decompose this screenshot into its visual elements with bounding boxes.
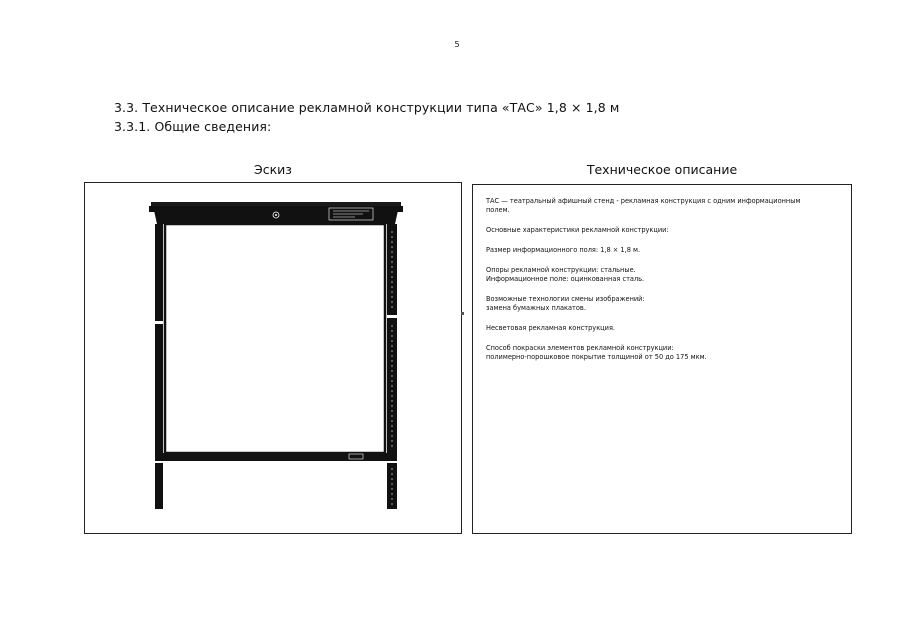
sketch-column-title: Эскиз [254, 162, 292, 177]
description-text [486, 197, 841, 373]
field-material-line: Информационное поле: оцинкованная сталь. [486, 275, 645, 283]
cornice-emblem-center [275, 214, 277, 216]
supports-line: Опоры рекламной конструкции: стальные. [486, 266, 636, 274]
technology-line-1: Возможные технологии смены изображений: [486, 295, 645, 303]
description-materials [486, 266, 841, 284]
description-frame [472, 184, 852, 534]
paint-line-1: Способ покраски элементов рекламной конструкции: [486, 344, 674, 352]
subsection-heading: 3.3.1. Общие сведения: [114, 119, 272, 134]
billboard-sketch [85, 183, 461, 533]
description-intro [486, 197, 841, 215]
right-post [387, 224, 397, 509]
description-size [486, 246, 841, 255]
cornice-left-cap [149, 206, 157, 212]
description-intro-line-1: ТАС — театральный афишный стенд - рекламная конструкция с одним информационным [486, 197, 801, 205]
edge-mark [461, 312, 464, 315]
left-post-upper [155, 224, 163, 321]
description-intro-line-2: полем. [486, 206, 510, 214]
page-number: 5 [454, 40, 460, 49]
size-line: Размер информационного поля: 1,8 × 1,8 м. [486, 246, 641, 254]
description-paint [486, 344, 841, 362]
left-post-middle [155, 324, 163, 454]
sketch-frame [84, 182, 462, 534]
description-lighting [486, 324, 841, 333]
characteristics-line: Основные характеристики рекламной конструкции: [486, 226, 669, 234]
cornice-right-cap [395, 206, 403, 212]
paint-line-2: полимерно-порошковое покрытие толщиной от 50 до 175 мкм. [486, 353, 707, 361]
technology-line-2: замена бумажных плакатов. [486, 304, 586, 312]
lighting-line: Несветовая рекламная конструкция. [486, 324, 616, 332]
left-post [155, 224, 163, 509]
left-post-lower [155, 463, 163, 509]
cornice [149, 202, 403, 224]
information-panel [165, 224, 385, 453]
cornice-top-rim [151, 202, 401, 206]
section-heading: 3.3. Техническое описание рекламной конструкции типа «ТАС» 1,8 × 1,8 м [114, 100, 620, 115]
description-column-title: Техническое описание [586, 162, 738, 177]
description-technology [486, 295, 841, 313]
description-characteristics [486, 226, 841, 235]
